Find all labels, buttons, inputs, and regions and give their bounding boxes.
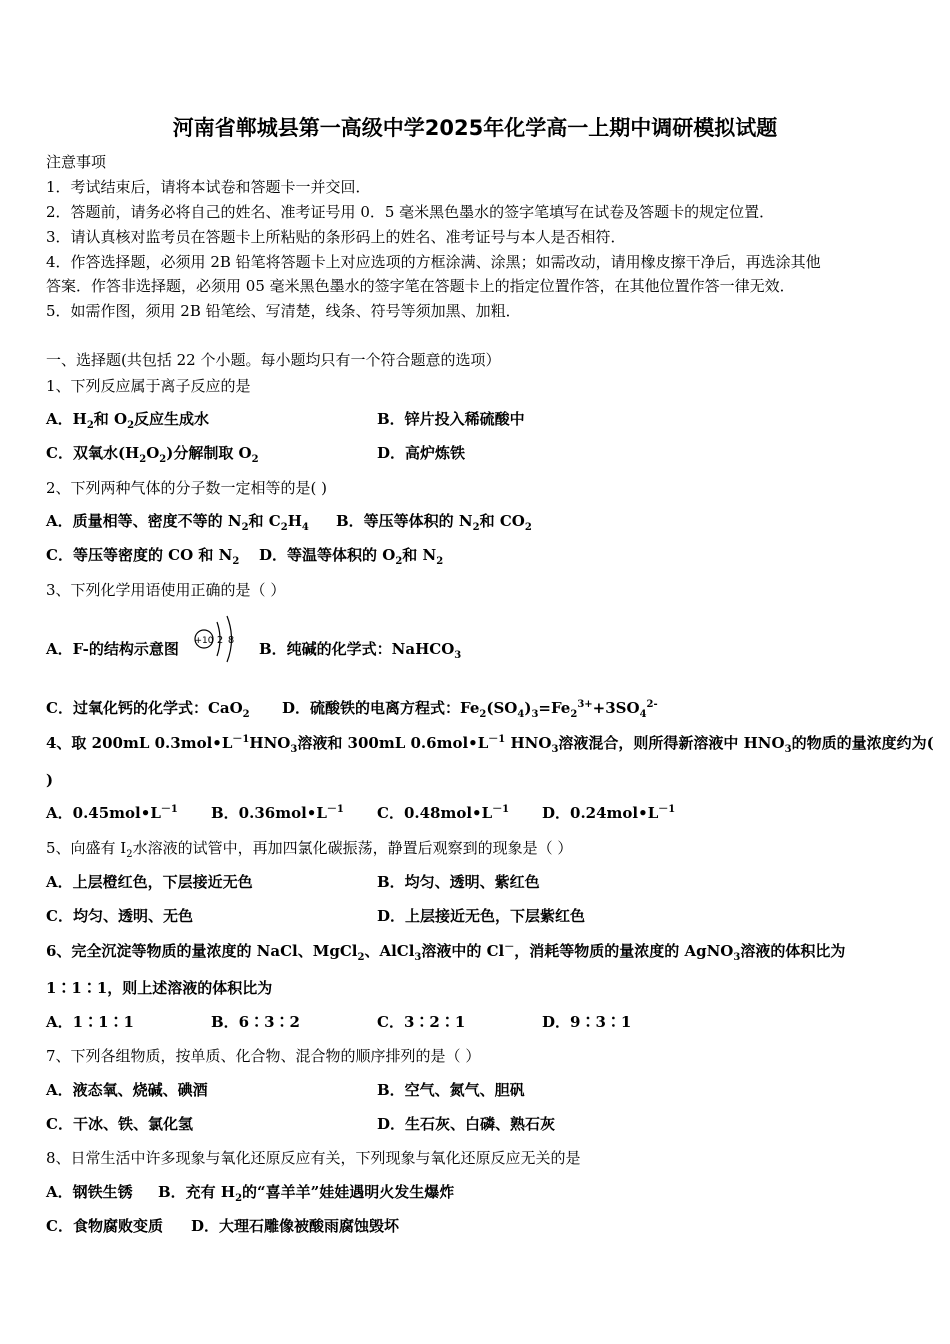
q3-option-b: B．纯碱的化学式：NaHCO$_3$ xyxy=(259,640,462,661)
q6-option-d: D．9∶3∶1 xyxy=(542,1013,632,1031)
q7-option-d: D．生石灰、白磷、熟石灰 xyxy=(377,1115,556,1133)
q8-option-d: D．大理石雕像被酸雨腐蚀毁坏 xyxy=(191,1217,400,1235)
q7-option-c: C．干冰、铁、氯化氢 xyxy=(46,1115,193,1133)
q3-option-c: C．过氧化钙的化学式：CaO$_2$ xyxy=(46,699,250,720)
notice-item: 5．如需作图，须用 2B 铅笔绘、写清楚，线条、符号等须加黑、加粗． xyxy=(46,302,521,320)
q5-option-c: C．均匀、透明、无色 xyxy=(46,907,193,925)
q3-option-a: A．F-的结构示意图 xyxy=(46,640,179,658)
question-2-stem: 2、下列两种气体的分子数一定相等的是( ) xyxy=(46,479,328,497)
q6-option-c: C．3∶2∶1 xyxy=(377,1013,466,1031)
q2-option-b: B．等压等体积的 $N_2$和 $CO_2$ xyxy=(336,512,532,533)
q2-option-a: A．质量相等、密度不等的 $N_2$和 $C_2H_4$ xyxy=(46,512,309,533)
q8-option-a: A．钢铁生锈 xyxy=(46,1183,133,1201)
q4-option-d: D．$0.24mol•L^{-1}$ xyxy=(542,804,676,822)
q5-option-d: D．上层接近无色，下层紫红色 xyxy=(377,907,586,925)
q3-option-d: D．硫酸铁的电离方程式：$Fe_2(SO_4)_3=Fe_2^{3+}+3SO_4^{2-}$ xyxy=(282,699,658,720)
q6-option-b: B．6∶3∶2 xyxy=(211,1013,300,1031)
q5-option-a: A．上层橙红色，下层接近无色 xyxy=(46,873,253,891)
q7-option-b: B．空气、氮气、胆矾 xyxy=(377,1081,525,1099)
question-7-stem: 7、下列各组物质，按单质、化合物、混合物的顺序排列的是（ ） xyxy=(46,1047,481,1065)
question-6-stem: 6、完全沉淀等物质的量浓度的 NaCl、MgCl$_2$、AlCl$_3$溶液中的 Cl－，消耗等物质的量浓度的 AgNO$_3$溶液的体积比为 xyxy=(46,942,846,963)
q4-option-b: B．$0.36mol•L^{-1}$ xyxy=(211,804,344,822)
q7-option-a: A．液态氧、烧碱、碘酒 xyxy=(46,1081,208,1099)
q1-option-c: C．双氧水$(H_2O_2)$分解制取 $O_2$ xyxy=(46,444,259,465)
notice-item: 3．请认真核对监考员在答题卡上所粘贴的条形码上的姓名、准考证号与本人是否相符． xyxy=(46,228,626,246)
nucleus-charge: +10 xyxy=(194,636,214,646)
inner-shell-electrons: 2 xyxy=(216,635,224,646)
q2-option-c: C．等压等密度的 CO 和 $N_2$ xyxy=(46,546,240,567)
question-8-stem: 8、日常生活中许多现象与氧化还原反应有关，下列现象与氧化还原反应无关的是 xyxy=(46,1149,581,1167)
q4-option-a: A．$0.45mol•L^{-1}$ xyxy=(46,804,178,822)
notice-item: 2．答题前，请务必将自己的姓名、准考证号用 0．5 毫米黑色墨水的签字笔填写在试卷及答题卡的规定位置． xyxy=(46,203,775,221)
q1-option-a: A．$H_2$和 $O_2$反应生成水 xyxy=(46,410,210,431)
q4-option-c: C．$0.48mol•L^{-1}$ xyxy=(377,804,510,822)
notice-item: 答案．作答非选择题，必须用 05 毫米黑色墨水的签字笔在答题卡上的指定位置作答，在其他位置作答一律无效． xyxy=(46,277,795,295)
q8-option-c: C．食物腐败变质 xyxy=(46,1217,163,1235)
q2-option-d: D．等温等体积的 $O_2$和 $N_2$ xyxy=(259,546,444,567)
q6-option-a: A．1∶1∶1 xyxy=(46,1013,134,1031)
section-heading: 一、选择题(共包括 22 个小题。每小题均只有一个符合题意的选项） xyxy=(46,351,501,369)
question-4-stem-cont: ) xyxy=(46,771,54,789)
question-1-stem: 1、下列反应属于离子反应的是 xyxy=(46,377,251,395)
question-5-stem: 5、向盛有 $I_2$水溶液的试管中，再加四氯化碳振荡，静置后观察到的现象是（ ） xyxy=(46,839,573,860)
question-6-stem-cont: 1∶1∶1，则上述溶液的体积比为 xyxy=(46,979,273,997)
q1-option-b: B．锌片投入稀硫酸中 xyxy=(377,410,525,428)
q8-option-b: B．充有 $H_2$的“喜羊羊”娃娃遇明火发生爆炸 xyxy=(158,1183,455,1204)
notice-item: 1．考试结束后，请将本试卷和答题卡一并交回． xyxy=(46,178,371,196)
q5-option-b: B．均匀、透明、紫红色 xyxy=(377,873,540,891)
question-3-stem: 3、下列化学用语使用正确的是（ ） xyxy=(46,581,286,599)
question-4-stem: 4、取 200mL $0.3mol•L^{-1}HNO_3$溶液和 300mL $0.6mol•L^{-1}$ $HNO_3$溶液混合，则所得新溶液中 $HNO_3$的物质的量浓度约为( xyxy=(46,734,934,755)
fluoride-ion-structure-diagram xyxy=(192,612,240,666)
notice-heading: 注意事项 xyxy=(46,153,107,171)
notice-item: 4．作答选择题，必须用 2B 铅笔将答题卡上对应选项的方框涂满、涂黑；如需改动，请用橡皮擦干净后，再选涂其他 xyxy=(46,253,821,271)
q1-option-d: D．高炉炼铁 xyxy=(377,444,466,462)
outer-shell-electrons: 8 xyxy=(227,635,235,646)
page-title: 河南省郸城县第一高级中学2025年化学高一上期中调研模拟试题 xyxy=(172,116,778,140)
